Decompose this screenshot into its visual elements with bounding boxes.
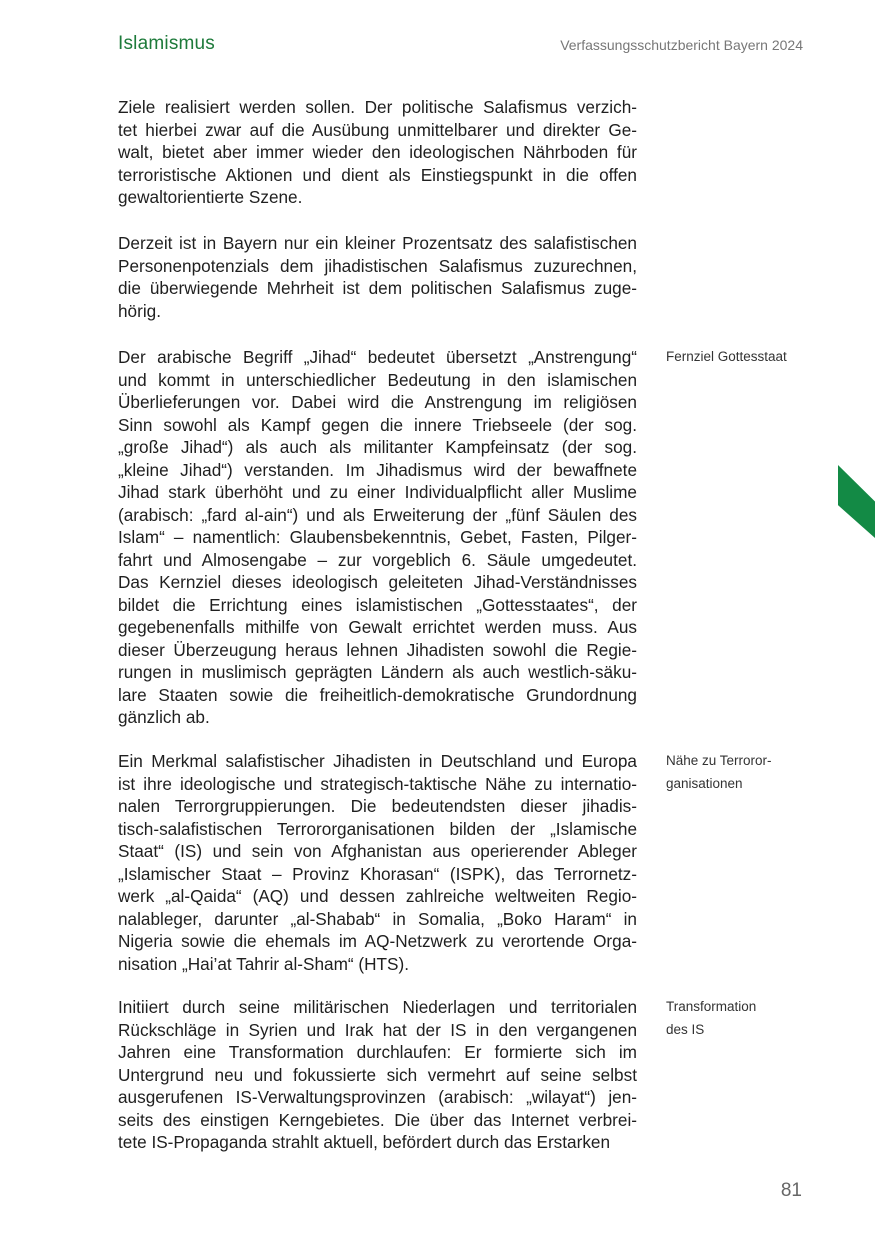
chapter-tab-marker: [838, 465, 875, 538]
text-line: Jihad stark überhöht und zu einer Individualpflicht aller Muslime: [118, 482, 637, 502]
margin-note-gottesstaat: [666, 346, 816, 369]
text-line: fahrt und Almosengabe – zur vorgeblich 6. Säule umgedeutet.: [118, 549, 637, 570]
margin-note-line: des IS: [666, 1021, 705, 1037]
text-line: Das Kernziel dieses ideologisch geleiteten Jihad-Verständnisses: [118, 572, 637, 592]
text-line: ist ihre ideologische und strategisch-taktische Nähe zu internatio-: [118, 773, 637, 794]
text-line: Jahren eine Transformation durchlaufen: Er formierte sich im: [118, 1042, 637, 1062]
text-line: die überwiegende Mehrheit ist dem politischen Salafismus zuge-: [118, 278, 637, 298]
paragraph-is-transformation: [118, 996, 637, 1154]
text-line: „kleine Jihad“) verstanden. Im Jihadismus wird der bewaffnete: [118, 459, 637, 480]
text-line: Der arabische Begriff „Jihad“ bedeutet übersetzt „Anstrengung“: [118, 347, 637, 367]
text-line: ausgerufenen IS-Verwaltungsprovinzen (arabisch: „wilayat“) jen-: [118, 1087, 637, 1107]
text-line: Derzeit ist in Bayern nur ein kleiner Prozentsatz des salafistischen: [118, 233, 637, 253]
paragraph-terror-organisations: [118, 750, 637, 975]
text-line: tete IS-Propaganda strahlt aktuell, befördert durch das Erstarken: [118, 1132, 611, 1152]
text-line: werk „al-Qaida“ (AQ) und dessen zahlreiche weltweiten Regio-: [118, 886, 637, 906]
section-title: Islamismus: [118, 33, 216, 54]
running-header: Verfassungsschutzbericht Bayern 2024: [560, 37, 803, 53]
text-line: Initiiert durch seine militärischen Niederlagen und territorialen: [118, 997, 637, 1017]
text-line: gewaltorientierte Szene.: [118, 187, 303, 207]
text-line: Ziele realisiert werden sollen. Der politische Salafismus verzich-: [118, 97, 637, 117]
margin-note-line: Transformation: [666, 999, 757, 1014]
text-line: „große Jihad“) als auch als militanter Kampfeinsatz (der sog.: [118, 437, 637, 457]
text-line: Islam“ – namentlich: Glaubensbekenntnis, Gebet, Fasten, Pilger-: [118, 527, 637, 547]
text-line: Staat“ (IS) und sein von Afghanistan aus operierender Ableger: [118, 841, 637, 861]
text-line: (arabisch: „fard al-ain“) und als Erweiterung der „fünf Säulen des: [118, 504, 637, 525]
text-line: seits des einstigen Kerngebietes. Die über das Internet verbrei-: [118, 1109, 637, 1130]
paragraph-bavaria-share: [118, 232, 637, 322]
text-line: bildet die Errichtung eines islamistischen „Gottesstaates“, der: [118, 594, 637, 615]
text-line: Nigeria sowie die ehemals im AQ-Netzwerk zu verortende Orga-: [118, 931, 637, 951]
text-line: tisch-salafistischen Terrororganisationen bilden der „Islamische: [118, 818, 637, 839]
text-line: lare Staaten sowie die freiheitlich-demokratische Grundordnung: [118, 684, 637, 705]
page-number: 81: [780, 1180, 802, 1201]
margin-note-line: ganisationen: [666, 775, 743, 791]
margin-note-terrororganisationen: [666, 750, 816, 795]
margin-note-line: Fernziel Gottesstaat: [666, 349, 787, 364]
text-line: Sinn sowohl als Kampf gegen die innere Triebseele (der sog.: [118, 414, 637, 435]
text-line: walt, bietet aber immer wieder den ideologischen Nährboden für: [118, 142, 637, 162]
text-line: gänzlich ab.: [118, 707, 210, 727]
margin-note-transformation: [666, 996, 816, 1041]
margin-note-line: Nähe zu Terroror-: [666, 753, 772, 768]
text-line: dieser Überzeugung heraus lehnen Jihadisten sowohl die Regie-: [118, 639, 637, 660]
text-line: rungen in muslimisch geprägten Ländern als auch westlich-säku-: [118, 662, 637, 682]
text-line: terroristische Aktionen und dient als Einstiegspunkt in die offen: [118, 164, 637, 185]
text-line: Rückschläge in Syrien und Irak hat der IS in den vergangenen: [118, 1019, 637, 1040]
text-line: Untergrund neu und fokussierte sich vermehrt auf seine selbst: [118, 1064, 637, 1085]
text-line: Ein Merkmal salafistischer Jihadisten in Deutschland und Europa: [118, 751, 637, 771]
text-line: nisation „Hai’at Tahrir al-Sham“ (HTS).: [118, 953, 409, 974]
text-line: nalableger, darunter „al-Shabab“ in Somalia, „Boko Haram“ in: [118, 908, 637, 929]
text-line: Überlieferungen vor. Dabei wird die Anstrengung im religiösen: [118, 392, 637, 412]
paragraph-jihad-definition: [118, 346, 637, 729]
text-line: tet hierbei zwar auf die Ausübung unmittelbarer und direkter Ge-: [118, 119, 637, 140]
text-line: Personenpotenzials dem jihadistischen Salafismus zuzurechnen,: [118, 255, 637, 276]
paragraph-salafism-politics: [118, 96, 637, 209]
text-line: gegebenenfalls mithilfe von Gewalt errichtet werden muss. Aus: [118, 617, 637, 637]
text-line: nalen Terrorgruppierungen. Die bedeutendsten dieser jihadis-: [118, 796, 637, 816]
text-line: „Islamischer Staat – Provinz Khorasan“ (ISPK), das Terrornetz-: [118, 863, 637, 884]
text-line: und kommt in unterschiedlicher Bedeutung in den islamischen: [118, 369, 637, 390]
text-line: hörig.: [118, 300, 161, 321]
